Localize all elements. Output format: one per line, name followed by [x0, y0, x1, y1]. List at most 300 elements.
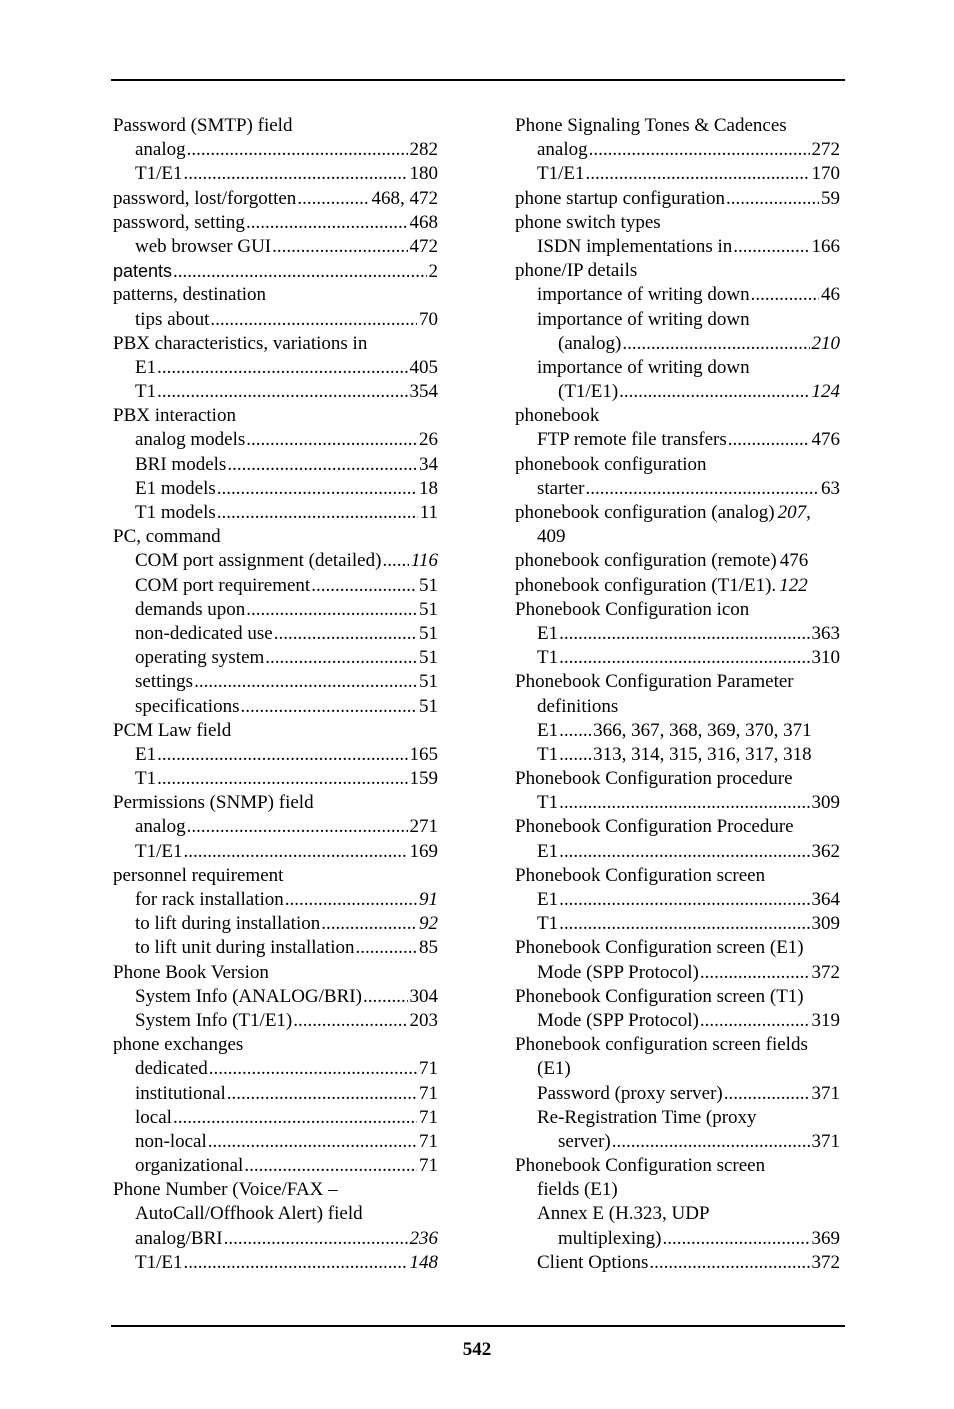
dot-leader: [157, 356, 407, 380]
index-term: password, lost/forgotten: [113, 187, 297, 209]
page-reference: 51: [419, 622, 438, 644]
dot-leader: [272, 235, 407, 259]
page-reference: 472: [409, 235, 438, 257]
page-reference: 91: [419, 889, 438, 910]
page-reference: 71: [419, 1130, 438, 1152]
dot-leader: [194, 670, 417, 694]
index-term: 409: [537, 526, 566, 548]
dot-leader: [274, 622, 417, 646]
index-term: (E1): [537, 1058, 571, 1080]
index-term: analog models: [135, 429, 246, 451]
index-entry: [515, 1082, 840, 1106]
index-entry: [113, 1227, 438, 1251]
index-entry: [515, 235, 840, 259]
index-column-right: [515, 114, 840, 1275]
index-entry: [113, 1202, 438, 1226]
index-term: dedicated: [135, 1058, 208, 1080]
dot-leader: [157, 743, 407, 767]
index-entry: [113, 380, 438, 404]
index-entry: [113, 961, 438, 985]
index-term: phone startup configuration: [515, 187, 726, 209]
index-term: T1/E1: [135, 163, 183, 185]
dot-leader: [246, 211, 408, 235]
index-term: to lift unit during installation: [135, 937, 355, 959]
index-entry: [515, 114, 840, 138]
index-entry: [113, 767, 438, 791]
index-term: web browser GUI: [135, 235, 272, 257]
dot-leader: [356, 936, 417, 960]
index-term: PCM Law field: [113, 719, 232, 741]
page-reference: 116: [410, 550, 438, 572]
dot-leader: [559, 791, 809, 815]
index-term: COM port requirement: [135, 574, 311, 596]
index-entry: [515, 864, 840, 888]
index-entry: [113, 1082, 438, 1106]
index-entry: [113, 549, 438, 573]
index-entry: [113, 864, 438, 888]
index-entry: [113, 888, 438, 912]
dot-leader: [559, 743, 591, 767]
dot-leader: [321, 912, 417, 936]
index-term: T1: [537, 792, 559, 814]
index-term: ISDN implementations in: [537, 235, 733, 257]
index-term: E1: [537, 840, 559, 862]
page-reference: 70: [419, 308, 438, 330]
index-entry: [113, 332, 438, 356]
page-reference: 309: [811, 913, 840, 935]
dot-leader: [184, 162, 408, 186]
index-entry: [113, 453, 438, 477]
dot-leader: [184, 1251, 408, 1275]
page-reference: 71: [419, 1106, 438, 1128]
index-entry: [113, 138, 438, 162]
dot-leader: [184, 840, 408, 864]
index-term: T1: [135, 381, 157, 403]
page-reference: 364: [811, 889, 840, 910]
index-entry: [515, 961, 840, 985]
index-term: phone/IP details: [515, 260, 638, 282]
page-reference: 271: [409, 816, 438, 838]
page-reference: 272: [811, 139, 840, 161]
page-reference: 310: [811, 647, 840, 669]
index-term: Mode (SPP Protocol): [537, 961, 699, 983]
index-term: phonebook configuration (T1/E1).: [515, 574, 777, 596]
page-reference: 170: [811, 163, 840, 185]
index-entry: [515, 574, 840, 598]
index-term: Client Options: [537, 1251, 649, 1273]
index-term: local: [135, 1106, 172, 1128]
index-term: BRI models: [135, 453, 227, 475]
page-reference: 85: [419, 937, 438, 959]
page-reference: 51: [419, 574, 438, 596]
dot-leader: [726, 187, 819, 211]
index-term: E1 models: [135, 477, 216, 499]
index-term: Phone Book Version: [113, 961, 269, 983]
index-term: Password (SMTP) field: [113, 115, 293, 136]
index-term: analog/BRI: [135, 1227, 223, 1249]
index-term: specifications: [135, 695, 240, 717]
page-reference: 371: [811, 1130, 840, 1152]
index-term: definitions: [537, 695, 619, 717]
index-entry: [515, 525, 840, 549]
index-entry: [113, 670, 438, 694]
page-reference: 468, 472: [371, 187, 438, 209]
page-reference: 63: [821, 477, 840, 499]
index-term: T1/E1: [537, 163, 585, 185]
index-term: demands upon: [135, 598, 246, 620]
index-term: Phonebook configuration screen fields: [515, 1034, 808, 1056]
index-term: password, setting: [113, 211, 245, 233]
index-entry: [113, 114, 438, 138]
index-term: phonebook configuration (analog): [515, 502, 775, 523]
page-reference: 366, 367, 368, 369, 370, 371: [593, 719, 812, 741]
page-reference: 180: [409, 163, 438, 185]
dot-leader: [187, 815, 408, 839]
index-entry: [113, 840, 438, 864]
index-entry: [515, 1251, 840, 1275]
page-reference: 203: [409, 1009, 438, 1031]
page-reference: 405: [409, 356, 438, 378]
index-term: T1/E1: [135, 1251, 183, 1273]
dot-leader: [382, 549, 408, 573]
page-reference: 71: [419, 1155, 438, 1177]
dot-leader: [619, 380, 809, 404]
index-entry: [113, 912, 438, 936]
page-reference: 71: [419, 1082, 438, 1104]
index-term: (T1/E1): [558, 381, 619, 403]
index-term: multiplexing): [558, 1227, 662, 1249]
index-term: System Info (ANALOG/BRI): [135, 985, 362, 1007]
index-entry: [515, 356, 840, 380]
page-reference: 282: [409, 139, 438, 161]
index-entry: [515, 549, 840, 573]
index-entry: [113, 235, 438, 259]
page-reference: 18: [419, 477, 438, 499]
index-entry: [515, 598, 840, 622]
page-reference: 354: [409, 381, 438, 403]
index-term: Permissions (SNMP) field: [113, 792, 314, 814]
index-term: Phonebook Configuration screen (E1): [515, 937, 804, 959]
dot-leader: [173, 260, 426, 284]
index-entry: [515, 453, 840, 477]
index-term: E1: [537, 889, 559, 910]
index-entry: [113, 404, 438, 428]
index-entry: [515, 767, 840, 791]
index-term: phonebook configuration: [515, 453, 707, 475]
page-reference: 210: [811, 332, 840, 354]
footer-rule: [111, 1325, 845, 1327]
header-rule: [111, 79, 845, 81]
dot-leader: [224, 1227, 408, 1251]
dot-leader: [297, 187, 369, 211]
index-entry: [113, 1251, 438, 1275]
dot-leader: [559, 840, 809, 864]
index-term: COM port assignment (detailed): [135, 550, 382, 572]
index-entry: [515, 138, 840, 162]
index-term: PBX interaction: [113, 405, 236, 427]
index-term: (analog): [558, 332, 622, 354]
dot-leader: [157, 380, 407, 404]
index-term: Phonebook Configuration Parameter: [515, 671, 794, 693]
index-entry: [113, 791, 438, 815]
index-entry: [515, 380, 840, 404]
dot-leader: [662, 1227, 809, 1251]
page-reference: 476: [779, 550, 809, 572]
index-term: PBX characteristics, variations in: [113, 332, 368, 354]
index-entry: [113, 283, 438, 307]
index-entry: [113, 1033, 438, 1057]
index-term: E1: [135, 743, 157, 765]
index-entry: [113, 501, 438, 525]
index-entry: [515, 1057, 840, 1081]
page-reference: 371: [811, 1082, 840, 1104]
index-entry: [113, 1130, 438, 1154]
index-term: E1: [135, 356, 157, 378]
dot-leader: [728, 428, 810, 452]
index-entry: [515, 283, 840, 307]
dot-leader: [227, 453, 417, 477]
index-entry: [113, 743, 438, 767]
page-reference: 34: [419, 453, 438, 475]
dot-leader: [240, 695, 417, 719]
index-term: PC, command: [113, 526, 221, 548]
dot-leader: [559, 646, 809, 670]
dot-leader: [700, 961, 810, 985]
index-term: T1 models: [135, 502, 216, 523]
page-reference: 369: [811, 1227, 840, 1249]
index-entry: [113, 719, 438, 743]
index-term: fields (E1): [537, 1179, 618, 1201]
index-term: E1: [537, 719, 559, 741]
page-reference: 362: [811, 840, 840, 862]
index-term: phone switch types: [515, 211, 661, 233]
index-entry: [113, 187, 438, 211]
index-term: settings: [135, 671, 194, 693]
index-term: phonebook: [515, 405, 600, 427]
page-reference: 148: [409, 1251, 438, 1273]
index-term: importance of writing down: [537, 308, 750, 330]
index-entry: [515, 743, 840, 767]
index-entry: [113, 1178, 438, 1202]
index-term: patterns, destination: [113, 284, 267, 306]
index-entry: [113, 695, 438, 719]
page-reference: 46: [821, 284, 840, 306]
dot-leader: [559, 622, 809, 646]
index-entry: [113, 1057, 438, 1081]
index-term: T1: [135, 768, 157, 790]
index-entry: [113, 815, 438, 839]
index-term: phonebook configuration (remote): [515, 550, 777, 572]
dot-leader: [227, 1082, 417, 1106]
index-term: institutional: [135, 1082, 226, 1104]
dot-leader: [285, 888, 417, 912]
page-number: 542: [462, 1339, 492, 1360]
page-reference: 304: [409, 985, 438, 1007]
index-entry: [113, 598, 438, 622]
index-term: importance of writing down: [537, 284, 750, 306]
dot-leader: [724, 1082, 810, 1106]
index-entry: [515, 646, 840, 670]
index-entry: [515, 1033, 840, 1057]
index-term: non-dedicated use: [135, 622, 273, 644]
index-entry: [515, 936, 840, 960]
index-term: to lift during installation: [135, 913, 321, 935]
index-term: starter: [537, 477, 585, 499]
index-entry: [515, 815, 840, 839]
index-term: Phonebook Configuration screen (T1): [515, 985, 804, 1007]
page-reference: 159: [409, 768, 438, 790]
index-entry: [515, 1106, 840, 1130]
index-entry: [515, 985, 840, 1009]
index-term: Re-Registration Time (proxy: [537, 1106, 757, 1128]
page-reference: 207: [777, 502, 807, 523]
dot-leader: [173, 1106, 417, 1130]
dot-leader: [209, 1057, 417, 1081]
index-entry: [515, 501, 840, 525]
page-reference: 51: [419, 598, 438, 620]
index-entry: [515, 308, 840, 332]
page-reference: 122: [779, 574, 808, 596]
index-entry: [515, 1130, 840, 1154]
page-reference: 2: [428, 261, 438, 283]
index-term: T1: [537, 743, 559, 765]
dot-leader: [363, 985, 408, 1009]
index-column-left: [113, 114, 438, 1275]
index-term: for rack installation: [135, 889, 284, 910]
index-term: Phone Number (Voice/FAX –: [113, 1179, 338, 1201]
index-term: T1/E1: [135, 840, 183, 862]
dot-leader: [612, 1130, 810, 1154]
index-term: patents: [113, 261, 173, 282]
index-entry: [515, 259, 840, 283]
page-reference: 124: [811, 381, 840, 403]
index-term: server): [558, 1130, 611, 1152]
page-reference: 372: [811, 961, 840, 983]
page-reference: 26: [419, 429, 438, 451]
index-entry: [515, 187, 840, 211]
page-reference: 165: [409, 743, 438, 765]
index-term: AutoCall/Offhook Alert) field: [135, 1203, 363, 1225]
dot-leader: [649, 1251, 809, 1275]
page-reference: 372: [811, 1251, 840, 1273]
index-entry: [515, 1178, 840, 1202]
index-entry: [113, 1106, 438, 1130]
index-term: analog: [135, 816, 186, 838]
index-entry: [113, 936, 438, 960]
index-term: Phone Signaling Tones & Cadences: [515, 115, 787, 136]
dot-leader: [559, 888, 809, 912]
page-reference: 169: [409, 840, 438, 862]
dot-leader: [293, 1009, 407, 1033]
page-reference: 51: [419, 647, 438, 669]
page-reference: 236: [409, 1227, 438, 1249]
index-entry: [515, 670, 840, 694]
index-entry: [515, 695, 840, 719]
index-entry: [113, 985, 438, 1009]
page-reference: 51: [419, 695, 438, 717]
index-term: analog: [537, 139, 588, 161]
dot-leader: [559, 719, 591, 743]
index-term: Password (proxy server): [537, 1082, 723, 1104]
index-entry: [113, 428, 438, 452]
index-entry: [515, 332, 840, 356]
index-entry: [515, 211, 840, 235]
index-term: Phonebook Configuration screen: [515, 864, 766, 886]
dot-leader: [700, 1009, 810, 1033]
index-term: personnel requirement: [113, 864, 284, 886]
dot-leader: [157, 767, 407, 791]
index-entry: [515, 888, 840, 912]
page-reference: 166: [811, 235, 840, 257]
index-entry: [515, 1202, 840, 1226]
index-term: System Info (T1/E1): [135, 1009, 293, 1031]
index-term: FTP remote file transfers: [537, 429, 727, 451]
page-reference-suffix: ,: [806, 502, 811, 523]
dot-leader: [586, 162, 810, 186]
page-reference: 51: [419, 671, 438, 693]
page-reference: 309: [811, 792, 840, 814]
index-term: Phonebook Configuration Procedure: [515, 816, 794, 838]
index-entry: [515, 1227, 840, 1251]
dot-leader: [246, 428, 417, 452]
index-entry: [113, 356, 438, 380]
page-reference: 313, 314, 315, 316, 317, 318: [593, 743, 812, 765]
index-entry: [515, 622, 840, 646]
dot-leader: [559, 912, 809, 936]
dot-leader: [311, 574, 417, 598]
index-entry: [515, 791, 840, 815]
index-entry: [515, 912, 840, 936]
index-term: Annex E (H.323, UDP: [537, 1203, 710, 1225]
index-term: Phonebook Configuration icon: [515, 598, 750, 620]
index-entry: [515, 1009, 840, 1033]
dot-leader: [244, 1154, 417, 1178]
index-term: operating system: [135, 647, 265, 669]
page-reference: 71: [419, 1058, 438, 1080]
page-reference: 59: [821, 187, 840, 209]
index-entry: [113, 259, 438, 283]
dot-leader: [265, 646, 417, 670]
dot-leader: [210, 308, 417, 332]
index-term: T1: [537, 913, 559, 935]
dot-leader: [589, 138, 810, 162]
index-term: importance of writing down: [537, 356, 750, 378]
index-entry: [113, 477, 438, 501]
index-term: phone exchanges: [113, 1034, 244, 1056]
dot-leader: [208, 1130, 417, 1154]
page-reference: 363: [811, 622, 840, 644]
index-entry: [113, 162, 438, 186]
dot-leader: [217, 477, 417, 501]
index-term: Phonebook Configuration procedure: [515, 768, 793, 790]
index-term: non-local: [135, 1130, 207, 1152]
index-entry: [515, 1154, 840, 1178]
index-term: tips about: [135, 308, 210, 330]
dot-leader: [733, 235, 809, 259]
index-term: Mode (SPP Protocol): [537, 1009, 699, 1031]
page-reference: 11: [419, 502, 438, 523]
index-term: T1: [537, 647, 559, 669]
index-term: Phonebook Configuration screen: [515, 1155, 766, 1177]
dot-leader: [217, 501, 418, 525]
page-reference: 468: [409, 211, 438, 233]
dot-leader: [622, 332, 809, 356]
index-entry: [515, 477, 840, 501]
index-entry: [515, 428, 840, 452]
index-entry: [113, 646, 438, 670]
index-term: E1: [537, 622, 559, 644]
index-entry: [515, 719, 840, 743]
